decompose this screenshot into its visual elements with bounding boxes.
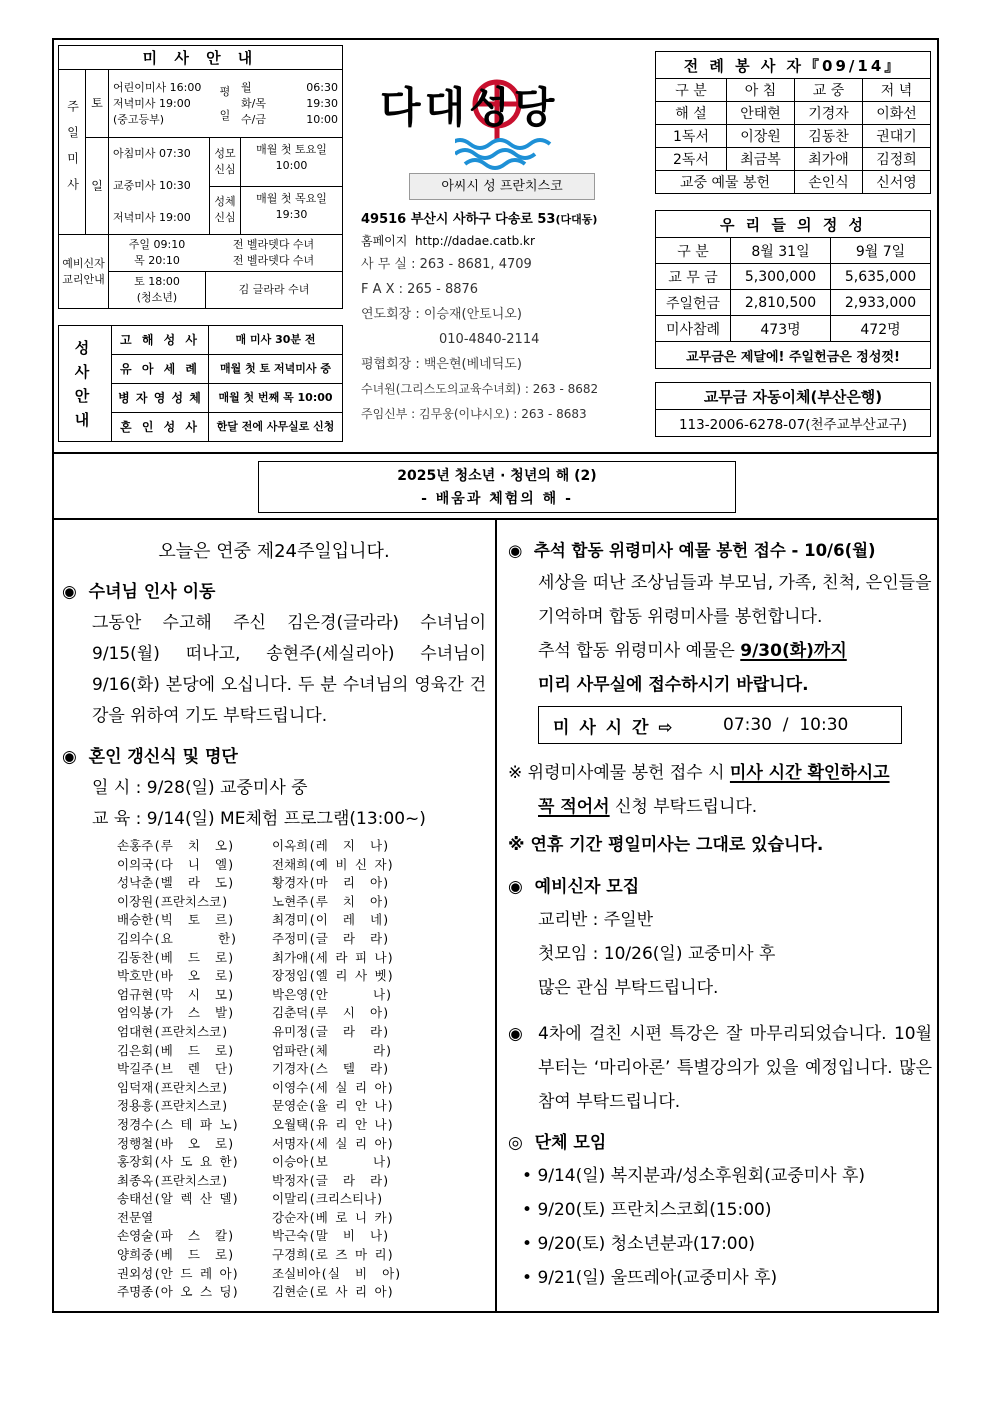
group-text: 9/20(토) 청소년분과(17:00): [537, 1234, 756, 1254]
nun-text: 그동안 수고해 주신 김은경(글라라) 수녀님이 9/15(월) 떠나고, 송현주(세실리아) 수녀님이 9/16(화) 본당에 오십니다. 두 분 수녀님의 영육간 건강을 위하여 기도 부탁드립니다.: [92, 613, 486, 726]
wife-name: 엄파란(체 라): [272, 1042, 393, 1058]
wife-name: 장정임(엘 리 사 벳): [272, 968, 395, 984]
finance-cell: 2,933,000: [831, 290, 931, 316]
servers-cell: 해 설: [656, 102, 727, 125]
couple-row: [117, 1042, 486, 1061]
husband-name: 이의국(다 니 엘): [117, 856, 235, 872]
husband-name: 박호만(바 오 로): [117, 968, 235, 984]
sunday-label: 일: [86, 138, 109, 235]
couple-row: [117, 1153, 486, 1172]
saturday-label: 토: [86, 70, 109, 138]
sacraments-label: 성사안내: [59, 326, 112, 442]
finance-cell: 5,635,000: [831, 264, 931, 290]
couple-row: [117, 1209, 486, 1228]
husband-name: 손홍주(루 치 오): [117, 838, 235, 853]
couple-row: [117, 893, 486, 912]
finance-cell: 5,300,000: [731, 264, 831, 290]
servers-cell: 안태현: [727, 102, 795, 125]
couple-row: [117, 1097, 486, 1116]
wife-name: 김춘덕(루 시 아): [272, 1005, 390, 1021]
couple-row: [117, 1246, 486, 1265]
catechumen-line: 많은 관심 부탁드립니다.: [538, 978, 719, 998]
nun-title: 수녀님 인사 이동: [88, 582, 216, 602]
memorial-heading: [508, 536, 932, 566]
servers-cell: 권대기: [862, 125, 930, 148]
memorial-text2: 추석 합동 위령미사 예물은: [538, 641, 735, 661]
servers-cell: 기경자: [794, 102, 862, 125]
wife-name: 강순자(베 로 니 카): [272, 1209, 395, 1225]
couple-row: [117, 1135, 486, 1154]
parish-patron: 아씨시 성 프란치스코: [409, 173, 595, 200]
wife-name: 이승아(보 나): [272, 1154, 393, 1170]
husband-name: 권외성(안 드 레 아): [117, 1265, 240, 1281]
saturday-schedule: 어린이미사 16:00 저녁미사 19:00 (중고등부) 평 일 월 06:30 화/목 19:30 수/금 10:00: [109, 70, 343, 138]
servers-offering-label: 교중 예물 봉헌: [656, 171, 795, 194]
pastor: 주임신부 : 김무웅(이냐시오) : 263 - 8683: [361, 407, 587, 421]
servers-table: [655, 51, 931, 194]
council-president: 연도회장 : 이승재(안토니오): [361, 307, 522, 322]
servers-cell: 이화선: [862, 102, 930, 125]
wife-name: 문영순(율 리 안 나): [272, 1098, 395, 1114]
servers-title: 전 례 봉 사 자『09/14』: [656, 52, 931, 79]
husband-name: 배승한(빅 토 르): [117, 912, 235, 928]
wife-name: 구경희(로 즈 마 리): [272, 1247, 395, 1263]
wife-name: 주정미(글 라 라): [272, 930, 390, 946]
finance-title: 우 리 들 의 정 성: [656, 211, 931, 238]
servers-cell: 2독서: [656, 148, 727, 171]
divider-header: [52, 452, 939, 454]
parish-info: [361, 210, 651, 427]
wife-name: 최경미(이 레 네): [272, 912, 390, 928]
couple-row: [117, 1172, 486, 1191]
husband-name: 정행철(바 오 로): [117, 1135, 235, 1151]
wife-name: 기경자(스 텔 라): [272, 1061, 390, 1077]
address-suffix: (다대동): [555, 213, 598, 226]
right-column: [508, 536, 932, 1295]
group-item: • 9/14(일) 복지분과/성소후원회(교중미사 후): [522, 1166, 866, 1186]
sacrament-value: 한달 전에 사무실로 신청: [209, 413, 343, 442]
sacrament-name: 혼 인 성 사: [112, 413, 209, 442]
sacrament-name: 병 자 영 성 체: [112, 384, 209, 413]
memorial-deadline-line: [508, 634, 932, 668]
wife-name: 박근숙(말 비 나): [272, 1228, 390, 1244]
wedding-date: 일 시 : 9/28(일) 교중미사 중: [92, 778, 308, 798]
wedding-edu: 교 육 : 9/14(일) ME체험 프로그램(13:00~): [92, 809, 426, 829]
note1-underline2: 꼭 적어서: [538, 797, 610, 817]
husband-name: 최종옥(프란치스코): [117, 1172, 229, 1188]
finance-note: 교무금은 제달에! 주일헌금은 정성껏!: [656, 342, 931, 369]
couple-row: [117, 1060, 486, 1079]
servers-header: 교 중: [794, 79, 862, 102]
wedding-title: 혼인 갱신식 및 명단: [88, 747, 238, 767]
mass-time-box: [538, 706, 902, 744]
sacrament-value: 매 미사 30분 전: [209, 326, 343, 355]
sunday-schedule: 아침미사 07:30 교중미사 10:30 저녁미사 19:00 성모신심 매월 첫 토요일 10:00 성체신심 매월 첫 목요일 19:30: [109, 138, 343, 235]
husband-name: 김동찬(베 드 로): [117, 949, 235, 965]
finance-header: 구 분: [656, 238, 731, 264]
couple-row: [117, 874, 486, 893]
convent: 수녀원(그리스도의교육수녀회) : 263 - 8682: [361, 382, 599, 396]
servers-header: 아 침: [727, 79, 795, 102]
husband-name: 주명종(아 오 스 딩): [117, 1284, 240, 1300]
wife-name: 이영수(세 실 리 아): [272, 1079, 395, 1095]
catechumen-label: 예비신자 교리안내: [59, 235, 109, 309]
theme-box: [258, 461, 736, 513]
note2: ※ 연휴 기간 평일미사는 그대로 있습니다.: [508, 835, 824, 855]
husband-name: 전문열: [117, 1209, 244, 1225]
catechumen-heading: [508, 871, 932, 903]
husband-name: 엄대현(프란치스코): [117, 1023, 229, 1039]
memorial-text: 세상을 떠난 조상님들과 부모님, 가족, 친척, 은인들을 기억하며 합동 위령미사를 봉헌합니다.: [538, 573, 932, 627]
servers-header: 저 녁: [862, 79, 930, 102]
husband-name: 홍장회(사 도 요 한): [117, 1154, 240, 1170]
sacrament-value: 매월 첫 번째 목 10:00: [209, 384, 343, 413]
husband-name: 성낙춘(벨 라 도): [117, 875, 235, 891]
servers-cell: 손인식: [794, 171, 862, 194]
husband-name: 손영술(파 스 칼): [117, 1228, 235, 1244]
servers-cell: 최금복: [727, 148, 795, 171]
homepage-label: 홈페이지: [361, 234, 408, 248]
homepage-link[interactable]: http://dadae.catb.kr: [415, 234, 535, 248]
intro: 오늘은 연중 제24주일입니다.: [158, 541, 390, 562]
finance-header: 9월 7일: [831, 238, 931, 264]
wife-name: 이말리(크리스티나): [272, 1191, 384, 1207]
couple-row: [117, 1227, 486, 1246]
transfer-title: 교무금 자동이체(부산은행): [656, 383, 931, 410]
office-phone: 사 무 실 : 263 - 8681, 4709: [361, 257, 532, 272]
catechumen-line: 교리반 : 주일반: [538, 910, 654, 930]
servers-cell: 최가애: [794, 148, 862, 171]
sunday-mass-label: 주일미사: [59, 70, 86, 235]
couple-row: [117, 1023, 486, 1042]
memorial-text3: 미리 사무실에 접수하시기 바랍니다.: [538, 675, 809, 695]
group-item: • 9/20(토) 청소년분과(17:00): [522, 1234, 756, 1254]
transfer-table: [655, 382, 931, 437]
wife-name: 오월택(유 리 안 나): [272, 1116, 395, 1132]
husband-name: 엄규현(막 시 모): [117, 986, 235, 1002]
servers-cell: 이장원: [727, 125, 795, 148]
groups-title: 단체 모임: [534, 1133, 607, 1153]
note1-post: 신청 부탁드립니다.: [615, 797, 758, 817]
wife-name: 이옥희(레 지 나): [272, 838, 390, 853]
group-item: • 9/20(토) 프란치스코회(15:00): [522, 1200, 772, 1220]
finance-cell: 2,810,500: [731, 290, 831, 316]
council-phone: 010-4840-2114: [439, 332, 540, 347]
wife-name: 전채희(예 비 신 자): [272, 856, 395, 872]
servers-cell: 김동찬: [794, 125, 862, 148]
note1-pre: ※ 위령미사예물 봉헌 접수 시: [508, 763, 725, 783]
wife-name: 노현주(루 치 아): [272, 893, 390, 909]
finance-cell: 473명: [731, 316, 831, 342]
mass-table: [58, 45, 343, 309]
transfer-account: 113-2006-6278-07(천주교부산교구): [656, 410, 931, 437]
couples-list: [62, 837, 486, 1302]
theme-line1: 2025년 청소년 · 청년의 해 (2): [397, 468, 597, 484]
husband-name: 양희중(베 드 로): [117, 1247, 235, 1263]
sacrament-name: 고 해 성 사: [112, 326, 209, 355]
parish-name: 다대성당: [380, 83, 559, 132]
couple-row: [117, 856, 486, 875]
finance-header: 8월 31일: [731, 238, 831, 264]
husband-name: 김은회(베 드 로): [117, 1042, 235, 1058]
finance-cell: 주일헌금: [656, 290, 731, 316]
couple-row: [117, 1265, 486, 1284]
wife-name: 박은영(안 나): [272, 986, 393, 1002]
couple-row: [117, 930, 486, 949]
wife-name: 황경자(마 리 아): [272, 875, 390, 891]
servers-cell: 신서영: [862, 171, 930, 194]
group-text: 9/21(일) 울뜨레아(교중미사 후): [537, 1268, 778, 1288]
catechumen-title: 예비신자 모집: [534, 877, 640, 897]
bullet-icon: ◉: [508, 541, 534, 560]
theme-line2: - 배움과 체험의 해 -: [421, 491, 573, 507]
couple-row: [117, 911, 486, 930]
group-item: • 9/21(일) 울뜨레아(교중미사 후): [522, 1268, 778, 1288]
fax: F A X : 265 - 8876: [361, 282, 479, 297]
wife-name: 김현순(로 사 리 아): [272, 1284, 395, 1300]
groups-heading: [508, 1127, 932, 1159]
couple-row: [117, 1116, 486, 1135]
left-column: [62, 536, 486, 1302]
couple-row: [117, 1004, 486, 1023]
lecture-text: 4차에 걸친 시편 특강은 잘 마무리되었습니다. 10월부터는 ‘마리아론’ 특별강의가 있을 예정입니다. 많은 참여 부탁드립니다.: [538, 1024, 932, 1112]
memorial-note: [508, 756, 932, 824]
finance-cell: 교 무 금: [656, 264, 731, 290]
husband-name: 송태선(알 렉 산 델): [117, 1191, 240, 1207]
sacrament-name: 유 아 세 례: [112, 355, 209, 384]
wedding-heading: [62, 741, 486, 773]
couple-row: [117, 1190, 486, 1209]
wife-name: 최가애(세 라 피 나): [272, 949, 395, 965]
servers-header: 구 분: [656, 79, 727, 102]
finance-table: [655, 210, 931, 369]
couple-row: [117, 1079, 486, 1098]
bullet-icon: ◉: [62, 582, 89, 602]
sacraments-table: [58, 325, 343, 442]
couple-row: [117, 1283, 486, 1302]
catechumen-line: 첫모임 : 10/26(일) 교중미사 후: [538, 944, 776, 964]
husband-name: 정경수(스 테 파 노): [117, 1116, 240, 1132]
husband-name: 정용흥(프란치스코): [117, 1098, 229, 1114]
note1-underline: 미사 시간 확인하시고: [729, 763, 890, 783]
husband-name: 엄익봉(가 스 발): [117, 1005, 235, 1021]
group-text: 9/14(일) 복지분과/성소후원회(교중미사 후): [537, 1166, 866, 1186]
husband-name: 이장원(프란치스코): [117, 893, 229, 909]
bullet-icon: ◉: [62, 747, 89, 767]
catechumen-schedule: 주일 09:10 목 20:10 전 벨라뎃다 수녀 전 벨라뎃다 수녀 토 18:00 (청소년) 김 글라라 수녀: [109, 235, 343, 309]
husband-name: 김의수(요 한): [117, 930, 238, 946]
chairman: 평협회장 : 백은현(베네딕도): [361, 357, 522, 372]
husband-name: 임덕재(프란치스코): [117, 1079, 229, 1095]
bullet-icon: ◉: [508, 877, 535, 897]
servers-cell: 1독서: [656, 125, 727, 148]
finance-cell: 미사참례: [656, 316, 731, 342]
couple-row: [117, 949, 486, 968]
couple-row: [117, 967, 486, 986]
wife-name: 박정자(글 라 라): [272, 1172, 390, 1188]
bullet-icon: ◉: [508, 1024, 523, 1044]
wife-name: 서명자(세 실 리 아): [272, 1135, 395, 1151]
nun-heading: [62, 576, 486, 608]
husband-name: 박길주(브 렌 단): [117, 1061, 235, 1077]
sacrament-value: 매월 첫 토 저녁미사 중: [209, 355, 343, 384]
divider-columns: [495, 518, 497, 1313]
wife-name: 유미정(글 라 라): [272, 1023, 390, 1039]
group-text: 9/20(토) 프란치스코회(15:00): [537, 1200, 772, 1220]
memorial-title: 추석 합동 위령미사 예물 봉헌 접수 - 10/6(월): [533, 541, 876, 560]
couple-row: [117, 837, 486, 856]
address: 49516 부산시 사하구 다송로 53: [361, 212, 556, 227]
lecture-item: [508, 1017, 932, 1119]
mass-time-label: 미 사 시 간 ⇨: [553, 717, 675, 738]
memorial-deadline: 9/30(화)까지: [740, 641, 847, 661]
parish-logo: [380, 78, 625, 138]
mass-title: 미 사 안 내: [59, 46, 343, 70]
finance-cell: 472명: [831, 316, 931, 342]
servers-cell: 김정희: [862, 148, 930, 171]
circle-icon: ◎: [508, 1133, 535, 1153]
couple-row: [117, 986, 486, 1005]
mass-times: 07:30 / 10:30: [723, 715, 849, 735]
wife-name: 조실비아(실 비 아): [272, 1265, 402, 1281]
